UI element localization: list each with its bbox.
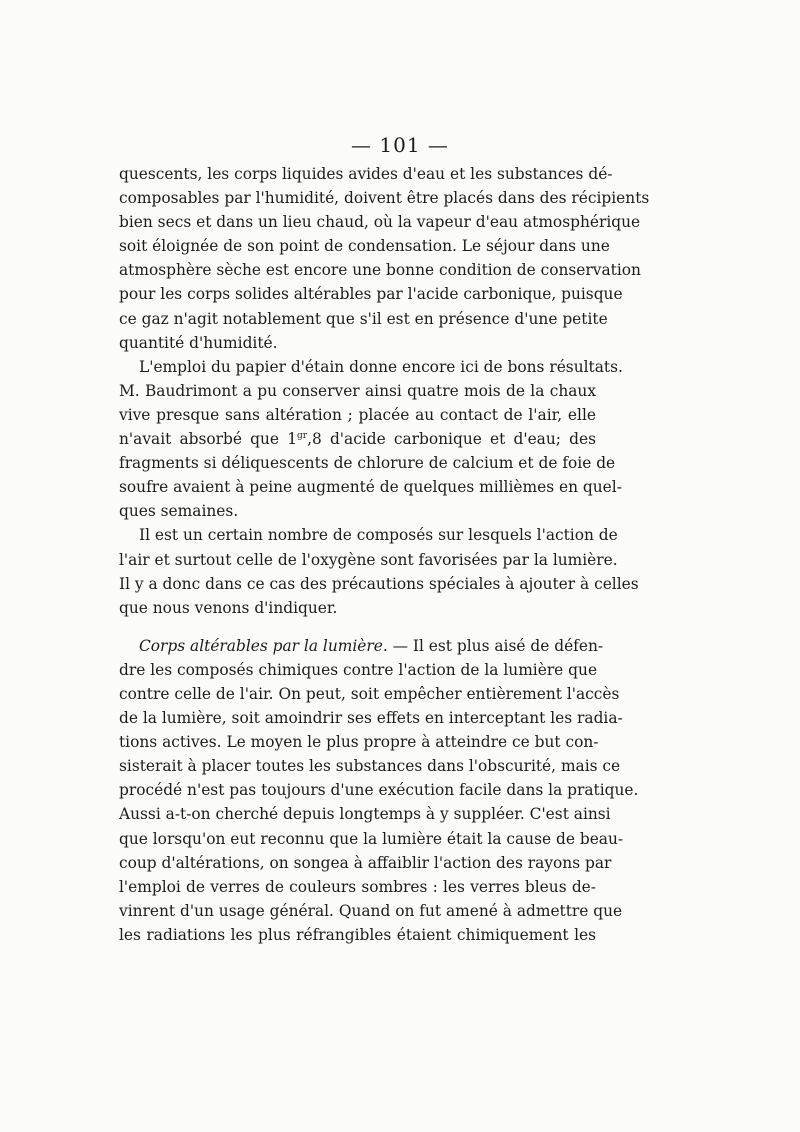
text-line: M. Baudrimont a pu conserver ainsi quatre mois de la chaux [119, 381, 596, 400]
text-line: coup d'altérations, on songea à affaiblir l'action des rayons par [119, 853, 612, 872]
text-line: Aussi a-t-on cherché depuis longtemps à y suppléer. C'est ainsi [119, 805, 611, 824]
text-line: soit éloignée de son point de condensation. Le séjour dans une [119, 237, 610, 256]
text-segment: ,8 d'acide carbonique et d'eau; des [307, 430, 596, 449]
text-line-with-superscript [119, 427, 596, 451]
text-line: que nous venons d'indiquer. [119, 598, 338, 617]
text-line: vinrent d'un usage général. Quand on fut amené à admettre que [119, 901, 623, 920]
text-line: ce gaz n'agit notablement que s'il est en présence d'une petite [119, 309, 608, 328]
text-line: composables par l'humidité, doivent être placés dans des récipients [119, 189, 650, 208]
paragraph-1 [119, 162, 650, 355]
text-line: ques semaines. [119, 502, 239, 521]
text-line: Il est un certain nombre de composés sur lesquels l'action de [139, 526, 618, 545]
paragraph-4 [119, 634, 639, 947]
text-line: de la lumière, soit amoindrir ses effets en interceptant les radia- [119, 709, 623, 728]
text-line: contre celle de l'air. On peut, soit empêcher entièrement l'accès [119, 684, 620, 703]
text-line: dre les composés chimiques contre l'action de la lumière que [119, 660, 598, 679]
text-line: les radiations les plus réfrangibles étaient chimiquement les [119, 925, 596, 944]
text-line: fragments si déliquescents de chlorure de calcium et de foie de [119, 454, 616, 473]
section-gap [119, 620, 596, 634]
section-heading: Corps altérables par la lumière. [139, 636, 388, 655]
text-line: procédé n'est pas toujours d'une exécution facile dans la pratique. [119, 781, 639, 800]
text-line: quantité d'humidité. [119, 333, 278, 352]
text-segment: — Il est plus aisé de défen- [387, 636, 604, 655]
text-line: soufre avaient à peine augmenté de quelques millièmes en quel- [119, 478, 622, 497]
unit-superscript: gr [297, 430, 308, 441]
text-segment: n'avait absorbé que 1 [119, 430, 297, 449]
body-text [119, 162, 650, 947]
text-line: quescents, les corps liquides avides d'eau et les substances dé- [119, 165, 613, 183]
text-line: l'air et surtout celle de l'oxygène sont favorisées par la lumière. [119, 550, 618, 569]
text-line: sisterait à placer toutes les substances dans l'obscurité, mais ce [119, 757, 621, 776]
text-line: pour les corps solides altérables par l'acide carbonique, puisque [119, 285, 623, 304]
paragraph-3 [119, 523, 639, 619]
text-line: bien secs et dans un lieu chaud, où la vapeur d'eau atmosphérique [119, 213, 641, 232]
text-line: vive presque sans altération ; placée au contact de l'air, elle [119, 405, 596, 424]
paragraph-2 [119, 355, 623, 524]
text-line: que lorsqu'on eut reconnu que la lumière était la cause de beau- [119, 829, 624, 848]
text-line: l'emploi de verres de couleurs sombres : les verres bleus de- [119, 877, 596, 896]
text-line: L'emploi du papier d'étain donne encore ici de bons résultats. [139, 357, 623, 376]
page-number: — 101 — [351, 133, 449, 157]
text-line: tions actives. Le moyen le plus propre à atteindre ce but con- [119, 733, 599, 752]
text-line: Il y a donc dans ce cas des précautions spéciales à ajouter à celles [119, 574, 639, 593]
text-line: atmosphère sèche est encore une bonne condition de conservation [119, 261, 641, 280]
text-line-with-heading [119, 634, 604, 658]
